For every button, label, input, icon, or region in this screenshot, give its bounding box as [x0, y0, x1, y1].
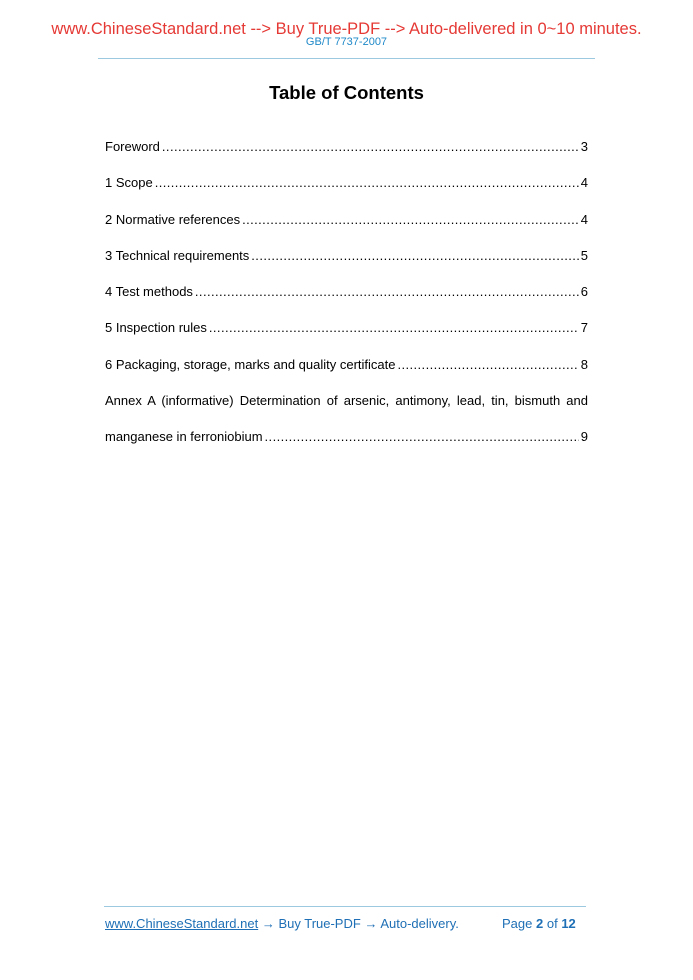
toc-entry-label: 5 Inspection rules [105, 320, 207, 336]
toc-entry-page: 3 [580, 139, 588, 154]
footer-promo [105, 916, 459, 931]
toc-entry-label: 1 Scope [105, 175, 153, 191]
header-divider [98, 58, 595, 59]
leader-dots [265, 428, 579, 446]
toc-entry-page: 9 [580, 429, 588, 445]
toc-entry-packaging[interactable] [105, 356, 588, 392]
toc-entry-label: 2 Normative references [105, 211, 241, 227]
toc-entry-label: Annex A (informative) Determination of arsenic, antimony, lead, tin, bismuth and [105, 393, 588, 409]
table-of-contents [105, 138, 588, 465]
current-page: 2 [536, 916, 544, 931]
toc-entry-page: 7 [580, 320, 588, 336]
top-banner[interactable]: www.ChineseStandard.net --> Buy True-PDF --> Auto-delivered in 0~10 minutes. [51, 20, 642, 38]
footer-buy-text: Buy True-PDF [278, 916, 361, 931]
toc-entry-page: 5 [580, 247, 588, 263]
leader-dots [251, 247, 578, 265]
toc-entry-foreword[interactable] [105, 138, 588, 174]
leader-dots [209, 319, 579, 337]
toc-entry-page: 8 [580, 356, 588, 372]
toc-entry-annex-a-continued[interactable] [105, 428, 588, 464]
toc-entry-label: Foreword [105, 139, 160, 154]
toc-entry-label: 3 Technical requirements [105, 247, 250, 263]
toc-entry-inspection-rules[interactable] [105, 319, 588, 355]
leader-dots [155, 174, 579, 192]
leader-dots [397, 356, 578, 374]
toc-entry-page: 6 [580, 284, 588, 300]
footer-divider [104, 906, 586, 907]
footer-site-link[interactable]: www.ChineseStandard.net [105, 916, 259, 931]
toc-entry-technical-requirements[interactable] [105, 247, 588, 283]
toc-entry-page: 4 [580, 175, 588, 191]
toc-entry-label: manganese in ferroniobium [105, 429, 263, 445]
page-number [502, 916, 576, 931]
standard-code: GB/T 7737-2007 [305, 36, 388, 48]
toc-entry-page: 4 [580, 211, 588, 227]
toc-entry-label: 4 Test methods [105, 284, 193, 300]
leader-dots [162, 138, 579, 156]
leader-dots [242, 211, 579, 229]
arrow-icon: → [261, 916, 275, 931]
toc-entry-normative-references[interactable] [105, 211, 588, 247]
toc-entry-label: 6 Packaging, storage, marks and quality certificate [105, 356, 396, 372]
footer-delivery-text: Auto-delivery. [380, 916, 459, 931]
total-pages: 12 [561, 916, 576, 931]
toc-entry-annex-a[interactable] [105, 392, 588, 428]
toc-entry-test-methods[interactable] [105, 283, 588, 319]
page-title: Table of Contents [269, 82, 424, 103]
page-word: Page [502, 916, 533, 931]
leader-dots [195, 283, 579, 301]
of-word: of [546, 916, 558, 931]
arrow-icon: → [364, 916, 378, 931]
toc-entry-scope[interactable] [105, 174, 588, 210]
